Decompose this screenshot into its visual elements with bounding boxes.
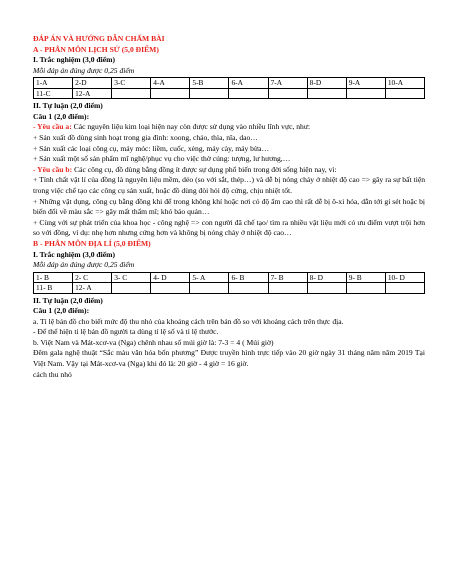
table-cell (385, 88, 424, 98)
table-cell (268, 283, 307, 293)
table-row (34, 78, 425, 88)
table-cell: 11-C (34, 88, 73, 98)
table-cell: 2-D (73, 78, 112, 88)
table-cell: 4-A (151, 78, 190, 88)
table-cell: 9-A (346, 78, 385, 88)
table-cell: 7-A (268, 78, 307, 88)
requirement-a-label: - Yêu cầu a: (33, 122, 72, 132)
part-b-answer-table (33, 272, 425, 294)
answer-line: cách thu nhỏ (33, 369, 72, 379)
paragraph: + Những vật dụng, công cụ bằng đồng khi để trong không khí hoặc nơi có độ ẩm cao thì rất dễ bị ô-xi hóa, dẫn tới gỉ sét hoặc bị biến đổi về màu sắc => gây mất thẩm mĩ; khó bảo quản… (33, 196, 425, 217)
part-a-title: A - PHÂN MÔN LỊCH SỬ (5,0 ĐIỂM) (33, 44, 159, 54)
paragraph: Đêm gala nghệ thuật “Sắc màu văn hóa bốn phương” Được truyền hình trực tiếp vào 20 giờ ngày 31 tháng năm năm 2019 Tại Việt Nam. Vậy tại Mát-xcơ-va (Nga) khi đó là: 20 giờ - 4 giờ = 16 giờ. (33, 348, 425, 369)
requirement-b-text: Các công cụ, đồ dùng bằng đồng ít được sự dụng phổ biến trong đời sống hiện nay, vì: (72, 164, 337, 174)
table-cell (307, 88, 346, 98)
part-b-title: B - PHÂN MÔN ĐỊA LÍ (5,0 ĐIỂM) (33, 238, 151, 248)
table-cell: 3- C (112, 272, 151, 282)
table-cell: 7- B (268, 272, 307, 282)
table-cell (346, 283, 385, 293)
part-a-question-1: Câu 1 (2,0 điểm): (33, 111, 90, 121)
answer-line: b. Việt Nam và Mát-xcơ-va (Nga) chênh nhau số múi giờ là: 7-3 = 4 ( Múi giờ) (33, 337, 274, 347)
bullet-line: + Sản xuất các loại công cụ, máy móc: liềm, cuốc, xẻng, máy cày, máy bừa… (33, 143, 270, 153)
part-b-section-1: I. Trắc nghiệm (3,0 điểm) (33, 249, 115, 259)
part-a-requirement-b (33, 165, 425, 176)
part-a-section-1: I. Trắc nghiệm (3,0 điểm) (33, 55, 115, 65)
table-cell (307, 283, 346, 293)
requirement-a-text: Các nguyên liệu kim loại hiện nay còn được sử dụng vào nhiều lĩnh vực, như: (71, 122, 311, 132)
table-cell: 9- B (346, 272, 385, 282)
table-row (34, 283, 425, 293)
table-cell: 2- C (73, 272, 112, 282)
table-cell: 6-A (229, 78, 268, 88)
table-cell: 10- D (385, 272, 424, 282)
requirement-b-label: - Yêu cầu b: (33, 164, 73, 174)
table-cell: 8-D (307, 78, 346, 88)
answer-line: - Để thể hiện tỉ lệ bản đồ người ta dùng tỉ lệ số và tỉ lệ thước. (33, 327, 219, 337)
table-cell (151, 88, 190, 98)
table-cell (229, 283, 268, 293)
table-cell: 6- B (229, 272, 268, 282)
bullet-line: + Sản xuất đồ dùng sinh hoạt trong gia đình: xoong, chảo, thìa, nĩa, dao… (33, 132, 258, 142)
paragraph: + Cùng với sự phát triển của khoa học - công nghệ => con người đã chế tạo/ tìm ra nhiều vật liệu mới có ưu điểm vượt trội hơn so với đồng, ví dụ: nhẹ hơn nhưng cứng hơn và không bị nóng chảy ở nhiệt độ cao… (33, 217, 425, 238)
table-cell (112, 283, 151, 293)
table-cell (229, 88, 268, 98)
part-b-question-1: Câu 1 (2,0 điểm): (33, 306, 90, 316)
table-cell: 3-C (112, 78, 151, 88)
table-cell: 4- D (151, 272, 190, 282)
table-cell (190, 88, 229, 98)
table-cell: 1-A (34, 78, 73, 88)
part-a-requirement-a (33, 122, 425, 133)
bullet-line: + Sản xuất một số sản phẩm mĩ nghệ/phục vụ cho việc thờ cúng: tượng, lư hương,… (33, 154, 291, 164)
table-cell (268, 88, 307, 98)
part-b-section-2: II. Tự luận (2,0 điểm) (33, 295, 103, 305)
table-cell: 11- B (34, 283, 73, 293)
table-cell: 5- A (190, 272, 229, 282)
table-cell (151, 283, 190, 293)
table-cell (190, 283, 229, 293)
table-cell: 8- D (307, 272, 346, 282)
document-header: ĐÁP ÁN VÀ HƯỚNG DẪN CHẤM BÀI (33, 34, 165, 43)
part-a-answer-table (33, 77, 425, 99)
table-row (34, 88, 425, 98)
table-cell (346, 88, 385, 98)
table-cell (385, 283, 424, 293)
table-row (34, 272, 425, 282)
answer-line: a. Tỉ lệ bản đồ cho biết mức độ thu nhỏ của khoảng cách trên bản đồ so với khoảng cách trên thực địa. (33, 316, 344, 326)
table-cell (112, 88, 151, 98)
table-cell: 12- A (73, 283, 112, 293)
part-a-section-2: II. Tự luận (2,0 điểm) (33, 101, 103, 111)
part-b-note: Mỗi đáp án đúng được 0,25 điểm (33, 260, 135, 270)
part-a-note: Mỗi đáp án đúng được 0,25 điểm (33, 65, 135, 75)
table-cell: 5-B (190, 78, 229, 88)
table-cell: 10-A (385, 78, 424, 88)
table-cell: 12-A (73, 88, 112, 98)
table-cell: 1- B (34, 272, 73, 282)
paragraph: + Tính chất vật lí của đồng là nguyên liệu mềm, dẻo (so với sắt, thép…) và dễ bị nóng chảy ở nhiệt độ cao => gây ra sự bất tiện trong việc chế tạo các công cụ sản xuất, hoặc đồ dùng đòi hỏi độ cứng, chịu nhiệt tốt. (33, 175, 425, 195)
document-page (33, 34, 425, 380)
